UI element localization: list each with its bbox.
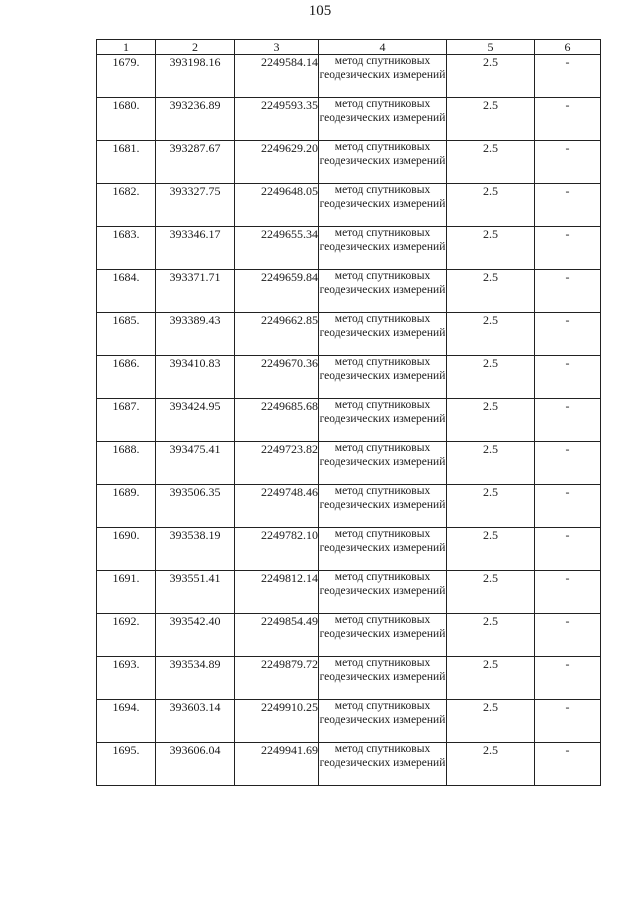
note-cell: - (535, 184, 601, 227)
header-cell-6: 6 (535, 40, 601, 55)
note-cell: - (535, 313, 601, 356)
x-coordinate-cell: 393236.89 (156, 98, 235, 141)
method-cell: метод спутниковых геодезических измерений (319, 743, 447, 786)
y-coordinate-cell: 2249854.49 (235, 614, 319, 657)
point-number-cell: 1694. (97, 700, 156, 743)
header-cell-3: 3 (235, 40, 319, 55)
method-cell: метод спутниковых геодезических измерений (319, 313, 447, 356)
method-cell: метод спутниковых геодезических измерений (319, 399, 447, 442)
method-cell: метод спутниковых геодезических измерений (319, 485, 447, 528)
x-coordinate-cell: 393475.41 (156, 442, 235, 485)
note-cell: - (535, 442, 601, 485)
y-coordinate-cell: 2249662.85 (235, 313, 319, 356)
x-coordinate-cell: 393506.35 (156, 485, 235, 528)
precision-cell: 2.5 (447, 184, 535, 227)
point-number-cell: 1688. (97, 442, 156, 485)
header-cell-2: 2 (156, 40, 235, 55)
precision-cell: 2.5 (447, 227, 535, 270)
table-row (97, 614, 601, 657)
y-coordinate-cell: 2249685.68 (235, 399, 319, 442)
y-coordinate-cell: 2249648.05 (235, 184, 319, 227)
y-coordinate-cell: 2249655.34 (235, 227, 319, 270)
method-cell: метод спутниковых геодезических измерений (319, 227, 447, 270)
method-cell: метод спутниковых геодезических измерений (319, 184, 447, 227)
table-row (97, 141, 601, 184)
note-cell: - (535, 614, 601, 657)
x-coordinate-cell: 393606.04 (156, 743, 235, 786)
note-cell: - (535, 55, 601, 98)
x-coordinate-cell: 393198.16 (156, 55, 235, 98)
point-number-cell: 1690. (97, 528, 156, 571)
y-coordinate-cell: 2249812.14 (235, 571, 319, 614)
table-row (97, 270, 601, 313)
point-number-cell: 1685. (97, 313, 156, 356)
note-cell: - (535, 141, 601, 184)
table-row (97, 55, 601, 98)
x-coordinate-cell: 393534.89 (156, 657, 235, 700)
point-number-cell: 1682. (97, 184, 156, 227)
precision-cell: 2.5 (447, 614, 535, 657)
method-cell: метод спутниковых геодезических измерений (319, 657, 447, 700)
x-coordinate-cell: 393287.67 (156, 141, 235, 184)
method-cell: метод спутниковых геодезических измерений (319, 270, 447, 313)
precision-cell: 2.5 (447, 657, 535, 700)
note-cell: - (535, 270, 601, 313)
point-number-cell: 1681. (97, 141, 156, 184)
method-cell: метод спутниковых геодезических измерений (319, 571, 447, 614)
precision-cell: 2.5 (447, 528, 535, 571)
point-number-cell: 1691. (97, 571, 156, 614)
table-row (97, 485, 601, 528)
note-cell: - (535, 743, 601, 786)
point-number-cell: 1680. (97, 98, 156, 141)
table-row (97, 399, 601, 442)
point-number-cell: 1679. (97, 55, 156, 98)
y-coordinate-cell: 2249910.25 (235, 700, 319, 743)
x-coordinate-cell: 393389.43 (156, 313, 235, 356)
precision-cell: 2.5 (447, 55, 535, 98)
precision-cell: 2.5 (447, 442, 535, 485)
x-coordinate-cell: 393346.17 (156, 227, 235, 270)
table-row (97, 227, 601, 270)
precision-cell: 2.5 (447, 571, 535, 614)
precision-cell: 2.5 (447, 313, 535, 356)
precision-cell: 2.5 (447, 356, 535, 399)
table-row (97, 528, 601, 571)
y-coordinate-cell: 2249723.82 (235, 442, 319, 485)
header-row (97, 40, 601, 55)
y-coordinate-cell: 2249941.69 (235, 743, 319, 786)
method-cell: метод спутниковых геодезических измерений (319, 356, 447, 399)
method-cell: метод спутниковых геодезических измерений (319, 700, 447, 743)
y-coordinate-cell: 2249593.35 (235, 98, 319, 141)
note-cell: - (535, 98, 601, 141)
page-number: 105 (308, 3, 332, 19)
precision-cell: 2.5 (447, 485, 535, 528)
precision-cell: 2.5 (447, 700, 535, 743)
x-coordinate-cell: 393551.41 (156, 571, 235, 614)
point-number-cell: 1686. (97, 356, 156, 399)
header-cell-5: 5 (447, 40, 535, 55)
coordinates-table (96, 39, 601, 786)
header-cell-1: 1 (97, 40, 156, 55)
point-number-cell: 1689. (97, 485, 156, 528)
header-cell-4: 4 (319, 40, 447, 55)
table-row (97, 571, 601, 614)
method-cell: метод спутниковых геодезических измерений (319, 55, 447, 98)
x-coordinate-cell: 393424.95 (156, 399, 235, 442)
method-cell: метод спутниковых геодезических измерений (319, 141, 447, 184)
precision-cell: 2.5 (447, 141, 535, 184)
y-coordinate-cell: 2249782.10 (235, 528, 319, 571)
point-number-cell: 1684. (97, 270, 156, 313)
x-coordinate-cell: 393538.19 (156, 528, 235, 571)
method-cell: метод спутниковых геодезических измерений (319, 442, 447, 485)
table-row (97, 313, 601, 356)
y-coordinate-cell: 2249879.72 (235, 657, 319, 700)
point-number-cell: 1695. (97, 743, 156, 786)
method-cell: метод спутниковых геодезических измерений (319, 614, 447, 657)
note-cell: - (535, 356, 601, 399)
table-row (97, 184, 601, 227)
note-cell: - (535, 227, 601, 270)
precision-cell: 2.5 (447, 98, 535, 141)
note-cell: - (535, 571, 601, 614)
point-number-cell: 1693. (97, 657, 156, 700)
table-row (97, 98, 601, 141)
note-cell: - (535, 485, 601, 528)
precision-cell: 2.5 (447, 270, 535, 313)
x-coordinate-cell: 393603.14 (156, 700, 235, 743)
point-number-cell: 1683. (97, 227, 156, 270)
table-row (97, 700, 601, 743)
note-cell: - (535, 700, 601, 743)
point-number-cell: 1687. (97, 399, 156, 442)
note-cell: - (535, 528, 601, 571)
note-cell: - (535, 657, 601, 700)
precision-cell: 2.5 (447, 743, 535, 786)
x-coordinate-cell: 393542.40 (156, 614, 235, 657)
y-coordinate-cell: 2249670.36 (235, 356, 319, 399)
point-number-cell: 1692. (97, 614, 156, 657)
x-coordinate-cell: 393371.71 (156, 270, 235, 313)
note-cell: - (535, 399, 601, 442)
y-coordinate-cell: 2249629.20 (235, 141, 319, 184)
y-coordinate-cell: 2249748.46 (235, 485, 319, 528)
table-row (97, 356, 601, 399)
precision-cell: 2.5 (447, 399, 535, 442)
x-coordinate-cell: 393410.83 (156, 356, 235, 399)
table-row (97, 657, 601, 700)
y-coordinate-cell: 2249584.14 (235, 55, 319, 98)
method-cell: метод спутниковых геодезических измерений (319, 528, 447, 571)
table-row (97, 442, 601, 485)
y-coordinate-cell: 2249659.84 (235, 270, 319, 313)
method-cell: метод спутниковых геодезических измерений (319, 98, 447, 141)
x-coordinate-cell: 393327.75 (156, 184, 235, 227)
table-row (97, 743, 601, 786)
